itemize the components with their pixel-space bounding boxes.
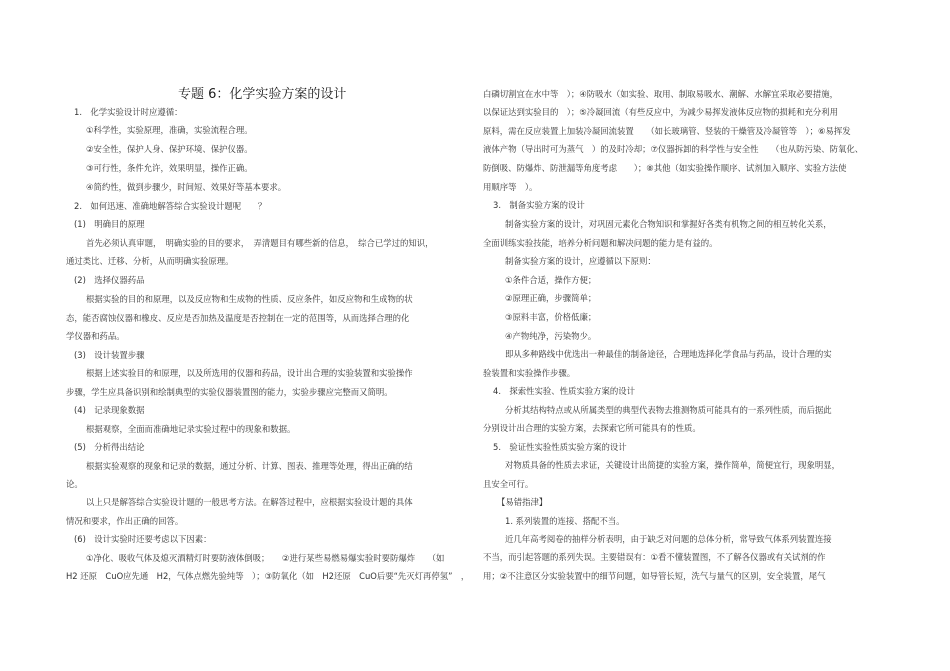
text-line: (3) 设计装置步骤 — [74, 350, 145, 360]
text-line: 液体产物（导出时可为蒸气 ）的及时冷却；⑦仪器拆卸的科学性与安全性 （也从防污染、防氧化、 — [483, 144, 864, 154]
text-line: 1. 系列装置的连接、搭配不当。 — [505, 516, 625, 526]
text-line: 根据实验的目的和原理，以及反应物和生成物的性质、反应条件，如反应物和生成物的状 — [86, 294, 413, 304]
text-line: ④产物纯净，污染物少。 — [505, 331, 597, 341]
text-line: 论。 — [66, 479, 83, 489]
text-line: ①科学性，实验原理，准确，实验流程合理。 — [86, 125, 253, 135]
text-line: 情况和要求，作出正确的回答。 — [66, 516, 184, 526]
text-line: ①净化、吸收气体及熄灭酒精灯时要防液体倒吸； ②进行某些易燃易爆实验时要防爆炸 （如 — [86, 553, 445, 563]
text-line: 且安全可行。 — [483, 479, 534, 489]
text-line: 分别设计出合理的实验方案，去探索它所可能具有的性质。 — [483, 423, 701, 433]
text-line: 步骤，学生应具备识别和绘制典型的实验仪器装置图的能力，实验步骤应完整而又简明。 — [66, 387, 393, 397]
text-line: 对物质具备的性质去求证，关键设计出简捷的实验方案，操作简单，简便宜行，现象明显， — [505, 460, 840, 470]
text-line: 根据观察，全面而准确地记录实验过程中的现象和数据。 — [86, 424, 296, 434]
text-line: 【易错指津】 — [497, 497, 548, 507]
text-line: 用；②不注意区分实验装置中的细节问题，如导管长短，洗气与量气的区别，安全装置，尾气 — [483, 571, 826, 581]
text-line: 即从多种路线中优选出一种最佳的制备途径，合理地选择化学食品与药品，设计合理的实 — [505, 349, 832, 359]
text-line: 防倒吸、防爆炸、防泄漏等角度考虑 ）；⑧其他（如实验操作顺序、试剂加入顺序、实验方法使 — [483, 163, 847, 173]
text-line: (1) 明确目的原理 — [74, 219, 145, 229]
text-line: 以保证达到实验目的 ）；⑤冷凝回流（有些反应中，为减少易挥发液体反应物的损耗和充分利用 — [483, 107, 839, 117]
text-line: 以上只是解答综合实验设计题的一般思考方法。在解答过程中，应根据实验设计题的具体 — [86, 497, 413, 507]
text-line: 态，能否腐蚀仪器和橡皮、反应是否加热及温度是否控制在一定的范围等，从而选择合理的化 — [66, 313, 410, 323]
text-line: 根据实验观察的现象和记录的数据，通过分析、计算、图表、推理等处理，得出正确的结 — [86, 461, 413, 471]
text-line: 4. 探索性实验、性质实验方案的设计 — [493, 386, 635, 396]
text-line: 通过类比、迁移、分析，从而明确实验原理。 — [66, 256, 234, 266]
text-line: (6) 设计实验时还要考虑以下因素： — [74, 534, 212, 544]
text-line: 分析其结构特点或从所属类型的典型代表物去推测物质可能具有的一系列性质，而后据此 — [505, 405, 832, 415]
text-line: 验装置和实验操作步骤。 — [483, 368, 576, 378]
text-line: 不当，而引起答题的系列失误。主要错误有：①看不懂装置图，不了解各仪器或有关试剂的作 — [483, 552, 826, 562]
text-line: ②安全性，保护人身、保护环境、保护仪器。 — [86, 144, 253, 154]
text-line: ①条件合适，操作方便； — [505, 275, 597, 285]
text-line: 用顺序等 ）。 — [483, 182, 538, 192]
text-line: ③可行性，条件允许，效果明显，操作正确。 — [86, 163, 253, 173]
text-line: ③原料丰富，价格低廉； — [505, 312, 597, 322]
text-line: ②原理正确，步骤简单； — [505, 293, 597, 303]
text-line: 学仪器和药品。 — [66, 331, 125, 341]
text-line: H2 还原 CuO应先通 H2，气体点燃先验纯等 ）；③防氧化（如 H2还原 CuO后要“先灭灯再停氢” ， — [66, 571, 470, 581]
document-title: 专题 6：化学实验方案的设计 — [178, 87, 347, 102]
text-line: ④简约性，做到步骤少，时间短、效果好等基本要求。 — [86, 182, 287, 192]
text-line: (2) 选择仪器药品 — [74, 275, 145, 285]
text-line: 根据上述实验目的和原理，以及所选用的仪器和药品，设计出合理的实验装置和实验操作 — [86, 368, 413, 378]
text-line: 2. 如何迅速、准确地解答综合实验设计题呢 ？ — [74, 201, 267, 211]
text-line: 原料，需在反应装置上加装冷凝回流装置 （如长玻璃管、竖装的干燥管及冷凝管等 ）；⑥易挥发 — [483, 126, 851, 136]
text-line: 制备实验方案的设计，对巩固元素化合物知识和掌握好各类有机物之间的相互转化关系， — [505, 219, 832, 229]
text-line: 3. 制备实验方案的设计 — [493, 200, 585, 210]
text-line: 首先必须认真审题， 明确实验的目的要求， 弄清题目有哪些新的信息， 综合已学过的知识， — [86, 238, 434, 248]
text-line: (5) 分析得出结论 — [74, 442, 145, 452]
text-line: (4) 记录现象数据 — [74, 405, 145, 415]
text-line: 1. 化学实验设计时应遵循： — [74, 107, 183, 117]
text-line: 全面训练实验技能，培养分析问题和解决问题的能力是有益的。 — [483, 238, 718, 248]
text-line: 5. 验证性实验性质实验方案的设计 — [493, 442, 627, 452]
text-line: 白磷切割宜在水中等 ）；④防吸水（如实验、取用、制取易吸水、潮解、水解宜采取必要措施， — [483, 89, 839, 99]
text-line: 制备实验方案的设计，应遵循以下原则： — [505, 256, 656, 266]
text-line: 近几年高考阅卷的抽样分析表明，由于缺乏对问题的总体分析，常导致气体系列装置连接 — [505, 534, 832, 544]
